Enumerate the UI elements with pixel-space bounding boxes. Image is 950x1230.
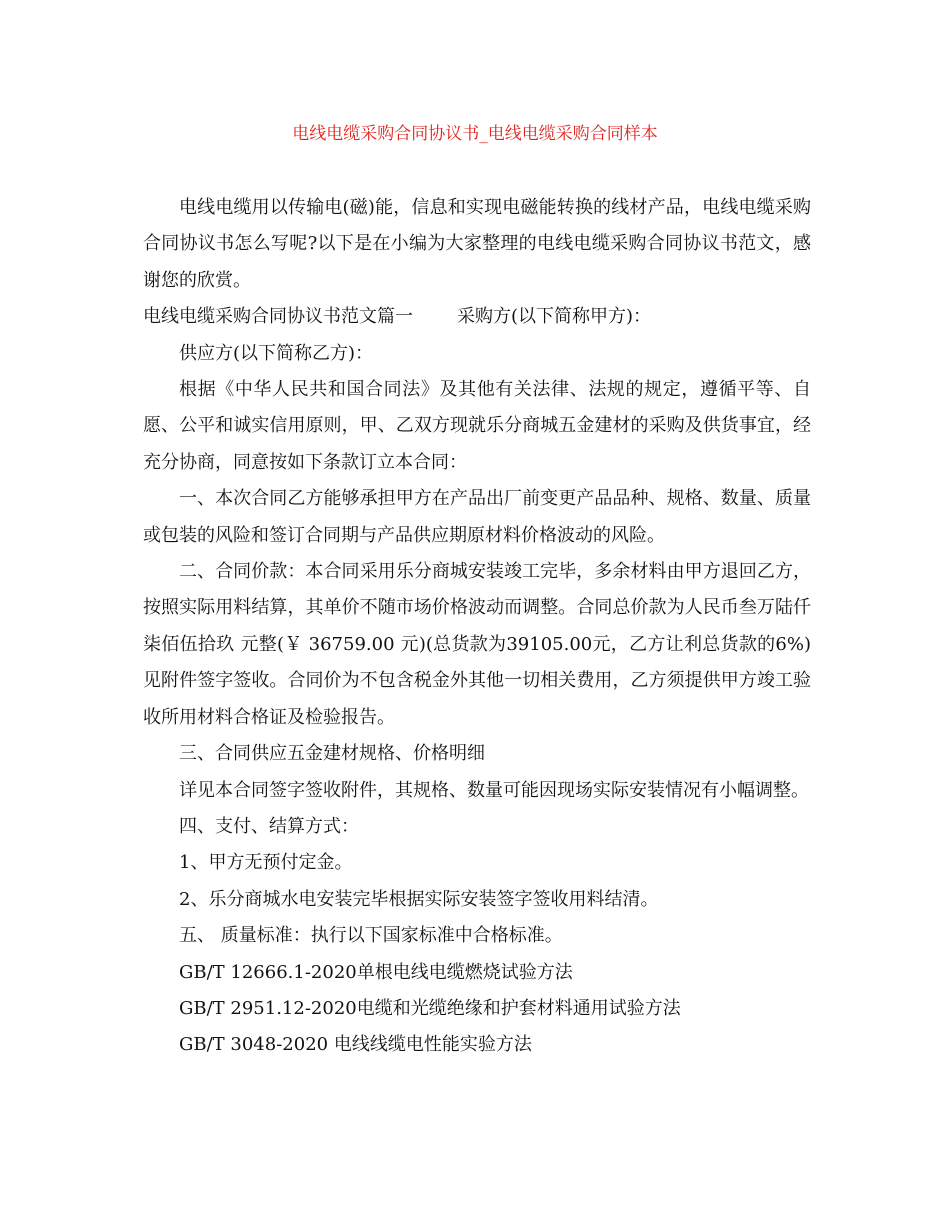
clause-4: 四、支付、结算方式： <box>179 815 359 837</box>
preamble-paragraph: 根据《中华人民共和国合同法》及其他有关法律、法规的规定，遵循平等、自愿、公平和诚实信用原则，甲、乙双方现就乐分商城五金建材的采购及供货事宜，经充分协商，同意按如下条款订立本合同： <box>143 379 811 473</box>
document-body <box>143 190 811 1064</box>
clause-3: 三、合同供应五金建材规格、价格明细 <box>179 743 485 765</box>
party-b-label: 供应方(以下简称乙方)： <box>179 342 374 364</box>
clause-2: 二、合同价款：本合同采用乐分商城安装竣工完毕，多余材料由甲方退回乙方，按照实际用料结算，其单价不随市场价格波动而调整。合同总价款为人民币叁万陆仟柒佰伍拾玖 元整(￥ 36759.00 元)(总货款为39105.00元，乙方让利总货款的6%)见附件签字签收。合同价为不包含税金外其他一切相关费用，乙方须提供甲方竣工验收所用材料合格证及检验报告。 <box>143 561 811 728</box>
standard-item: GB/T 3048-2020 电线线缆电性能实验方法 <box>179 1034 532 1056</box>
clause-5: 五、 质量标准：执行以下国家标准中合格标准。 <box>179 925 563 947</box>
clause-4-item-1: 1、甲方无预付定金。 <box>179 852 353 874</box>
section-heading: 电线电缆采购合同协议书范文篇一 <box>143 306 413 328</box>
party-a-label: 采购方(以下简称甲方)： <box>457 306 652 328</box>
section-heading-line <box>143 299 811 335</box>
clause-3-detail: 详见本合同签字签收附件，其规格、数量可能因现场实际安装情况有小幅调整。 <box>179 779 809 801</box>
intro-paragraph: 电线电缆用以传输电(磁)能，信息和实现电磁能转换的线材产品，电线电缆采购合同协议书怎么写呢?以下是在小编为大家整理的电线电缆采购合同协议书范文，感谢您的欣赏。 <box>143 197 811 291</box>
standard-item: GB/T 12666.1-2020单根电线电缆燃烧试验方法 <box>179 961 573 983</box>
clause-1: 一、本次合同乙方能够承担甲方在产品出厂前变更产品品种、规格、数量、质量或包装的风险和签订合同期与产品供应期原材料价格波动的风险。 <box>143 488 811 546</box>
clause-4-item-2: 2、乐分商城水电安装完毕根据实际安装签字签收用料结清。 <box>179 888 659 910</box>
document-title: 电线电缆采购合同协议书_电线电缆采购合同样本 <box>292 124 658 144</box>
standard-item: GB/T 2951.12-2020电缆和光缆绝缘和护套材料通用试验方法 <box>179 997 681 1019</box>
